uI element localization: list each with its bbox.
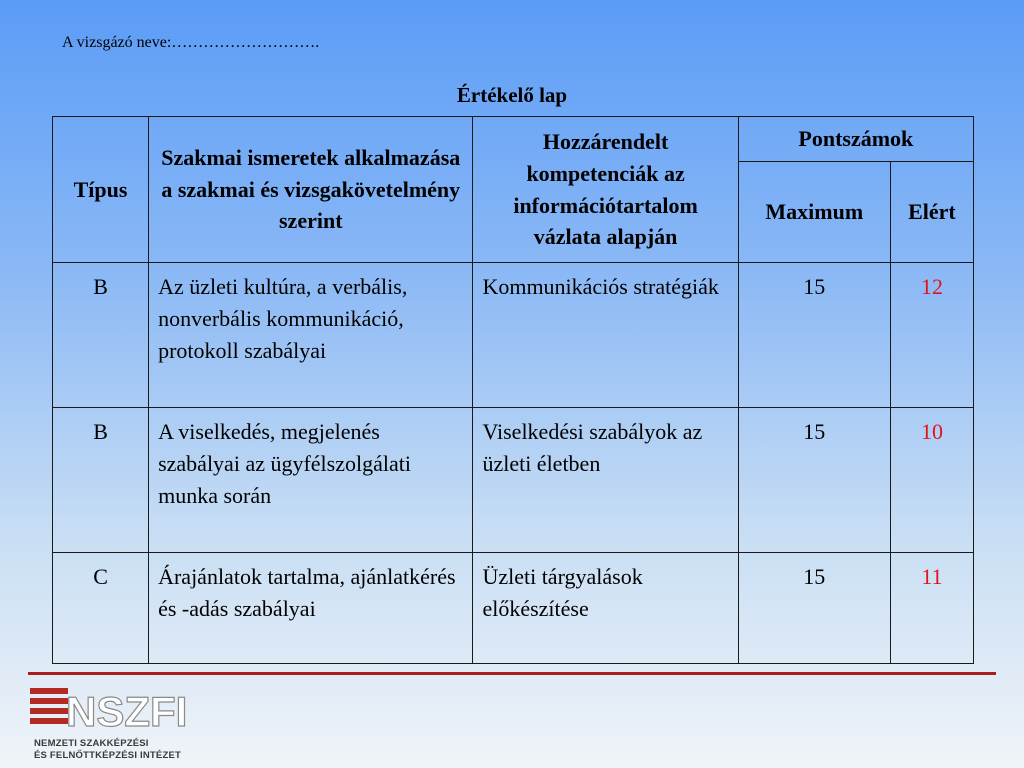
cell-achieved: 10 bbox=[890, 408, 973, 553]
page-title: Értékelő lap bbox=[456, 83, 568, 107]
header-points: Pontszámok bbox=[738, 117, 973, 162]
org-line-1: NEMZETI SZAKKÉPZÉSI bbox=[34, 738, 149, 749]
cell-max: 15 bbox=[738, 408, 890, 553]
cell-skill: Az üzleti kultúra, a verbális, nonverbális kommunikáció, protokoll szabályai bbox=[149, 263, 473, 408]
table-row bbox=[53, 553, 974, 664]
candidate-name-line: A vizsgázó neve:………………………. bbox=[62, 34, 320, 51]
cell-skill: A viselkedés, megjelenés szabályai az ügyfélszolgálati munka során bbox=[149, 408, 473, 553]
footer-divider bbox=[28, 672, 996, 675]
cell-type: B bbox=[53, 408, 149, 553]
cell-type: C bbox=[53, 553, 149, 664]
table-row bbox=[53, 408, 974, 553]
evaluation-table bbox=[52, 116, 974, 664]
header-type: Típus bbox=[53, 117, 149, 263]
table-row bbox=[53, 263, 974, 408]
cell-achieved: 12 bbox=[890, 263, 973, 408]
cell-competence: Viselkedési szabályok az üzleti életben bbox=[473, 408, 738, 553]
cell-competence: Üzleti tárgyalások előkészítése bbox=[473, 553, 738, 664]
header-achieved: Elért bbox=[890, 162, 973, 263]
cell-skill: Árajánlatok tartalma, ajánlatkérés és -adás szabályai bbox=[149, 553, 473, 664]
header-skill: Szakmai ismeretek alkalmazása a szakmai és vizsgakövetelmény szerint bbox=[149, 117, 473, 263]
cell-competence: Kommunikációs stratégiák bbox=[473, 263, 738, 408]
cell-max: 15 bbox=[738, 553, 890, 664]
cell-max: 15 bbox=[738, 263, 890, 408]
logo-wordmark: NSZFI bbox=[66, 688, 188, 735]
org-line-2: ÉS FELNŐTTKÉPZÉSI INTÉZET bbox=[34, 750, 181, 761]
cell-type: B bbox=[53, 263, 149, 408]
organization-name bbox=[34, 738, 181, 762]
cell-achieved: 11 bbox=[890, 553, 973, 664]
header-max: Maximum bbox=[738, 162, 890, 263]
header-competence: Hozzárendelt kompetenciák az információtartalom vázlata alapján bbox=[473, 117, 738, 263]
